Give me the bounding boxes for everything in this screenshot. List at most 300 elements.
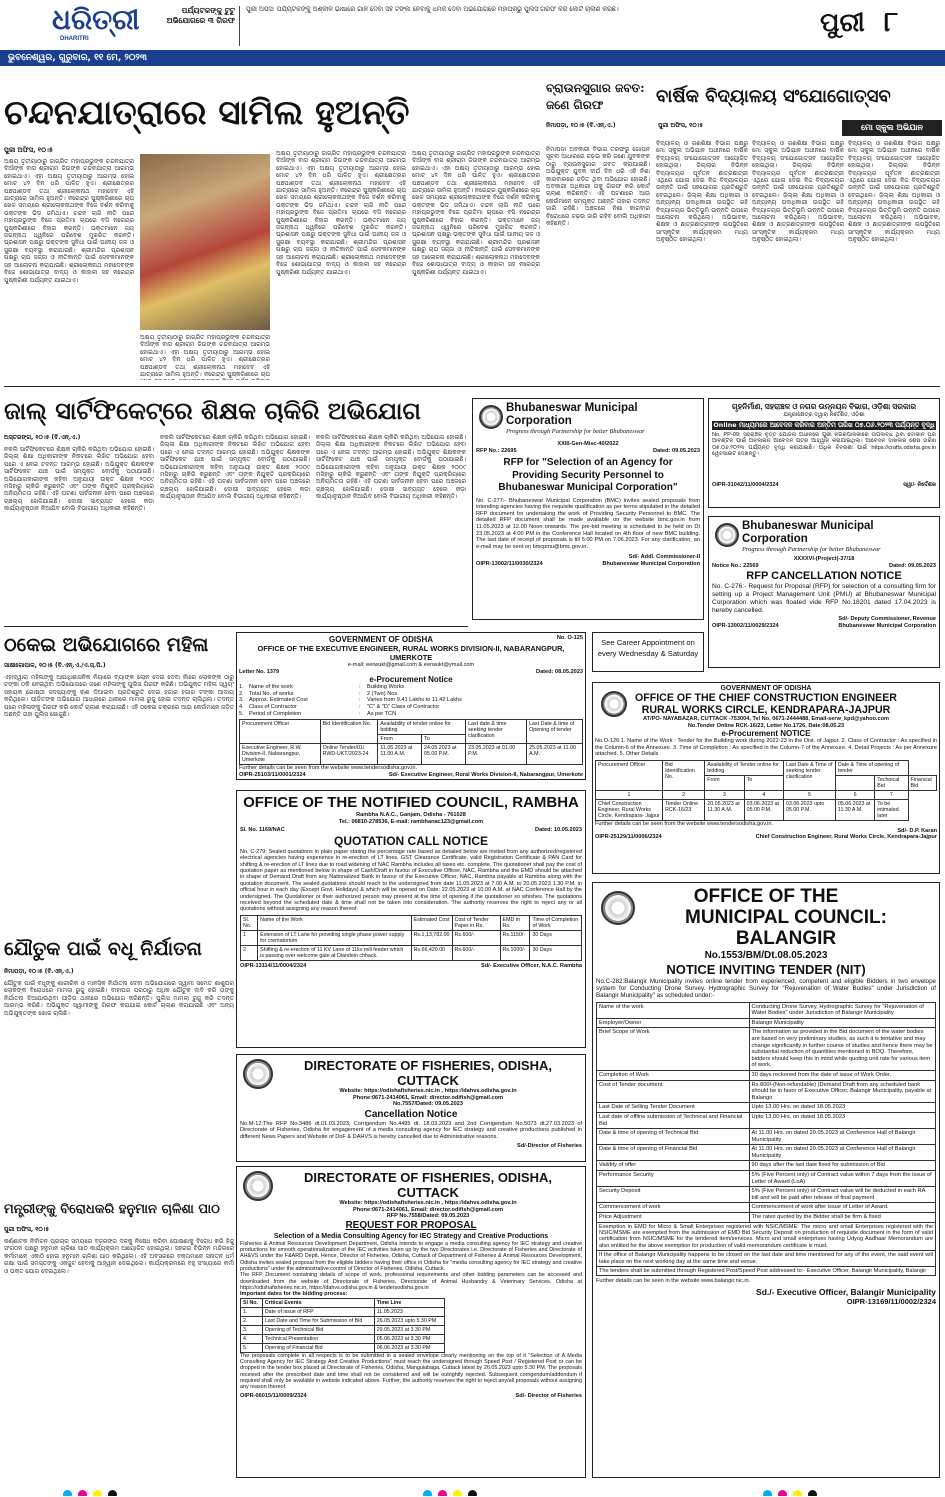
- balangir-ad: [592, 882, 940, 1478]
- rambha-table-row: [241, 945, 582, 960]
- rw-detail-cell: "C" & "D" Class of Contractor: [367, 703, 440, 710]
- fish2-sub: Selection of a Media Consulting Agency for IEC Strategy and Creative Productions: [273, 1232, 549, 1240]
- rambha-oipr: OIPR-13114/11/0004/2324: [240, 962, 307, 969]
- bal-no: No.1553/BM/Dt.08.05.2023: [704, 950, 828, 961]
- bmc-cancel-sign2: Bhubaneswar Municipal Corporation: [838, 622, 936, 629]
- rambha-table-header: Time of Completion of Work: [530, 915, 582, 930]
- rambha-table-cell: Rs.600/-: [452, 930, 500, 945]
- rw-top: [239, 635, 583, 644]
- bmc-cancel-row: [712, 563, 936, 570]
- rw-detail-cell: :: [359, 684, 361, 691]
- fish2-table-cell: 4.: [241, 1334, 263, 1343]
- school-tag: ମୋ ସ୍କୁଲ ଅଭିଯାନ: [842, 120, 942, 136]
- logo-sub: DHARITRI: [60, 36, 89, 42]
- ce-table-header: Bid Identification No.: [663, 760, 705, 790]
- bal-table-row: [597, 1129, 936, 1145]
- fish2-table-row: [241, 1307, 445, 1316]
- rw-detail-row: [239, 684, 583, 691]
- rambha-dated: Dated: 10.05.2023: [535, 827, 582, 834]
- fish2-body2: The RFP Document containing details of scope of work, professional requirements and other bidding parameters can be accessed and downloaded from the website of Directorate of Fisheries, Directorate of Animal Husbandry & Veterinary Services, Odisha at https://odishafisheries.nic.in, https://dahvs.odisha.gov.in & tendersodisha.gov.in: [240, 1272, 582, 1291]
- rw-table-header: Procurement Officer: [240, 720, 321, 744]
- bal-value-cell: Commencement of work after issue of Letter of Award.: [749, 1203, 935, 1213]
- ce-table-subheader: Financial Bid: [908, 775, 936, 790]
- rw-detail-row: [239, 691, 583, 698]
- bal-label-cell: Last Date of Selling Tender Document: [597, 1103, 750, 1113]
- dowry-body: ଯୌତୁକ ପାଇଁ ବଧୂଙ୍କୁ ଶାରୀରିକ ଓ ମାନସିକ ନିର୍ଯାତନା ଦେବା ଅଭିଯୋଗରେ ସ୍ୱାମୀ ସମେତ ଶାଶୁଘର ଲୋକଙ୍କ ବିରୋଧରେ ମାମଲା ରୁଜୁ ହୋଇଛି। ବାହାଘର ପରଠାରୁ ଅଧିକ ଯୌତୁକ ଦାବି କରି ତାଙ୍କୁ ନିର୍ଯାତନା ଦିଆଯାଉଥିବା ପୀଡ଼ିତା ଥାନାରେ ଅଭିଯୋଗ କରିଛନ୍ତି। ପୁଲିସ ମାମଲା ରୁଜୁ କରି ତଦନ୍ତ ଆରମ୍ଭ କରିଛି। ଅଭିଯୁକ୍ତ ସ୍ୱାମୀଙ୍କୁ ଗିରଫ କରାଯାଇ କୋର୍ଟ ଚାଲାଣ କରାଯାଇଛି ଏବଂ ଅନ୍ୟ ଅଭିଯୁକ୍ତଙ୍କ ଖୋଜ ଚାଲିଛି।: [4, 980, 234, 1017]
- ce-table-colnum: 4: [744, 790, 783, 799]
- bal-intro: No.C-282:Balangir Municipality invites online tender from experienced, competent and eligible Bidders in two envelope system for Conducting Drone Survey. Hydrographic Survey for "Rejuvenation of Water Bodies" under Jurisdiction of Balangir Municipality" as scheduled under:-: [596, 978, 936, 1000]
- chief-engineer-ad: [592, 682, 940, 874]
- bmc-security-ad: [472, 398, 704, 620]
- fisheries-rfp-logo-icon: [243, 1171, 273, 1201]
- ce-title2: RURAL WORKS CIRCLE, KENDRAPARA-JAJPUR: [641, 704, 891, 716]
- fish2-table-cell: 05.06.2023 at 3.30 PM: [374, 1334, 444, 1343]
- bal-label-cell: Date & time of opening of Financial Bid: [597, 1145, 750, 1161]
- newspaper-logo: [52, 4, 142, 44]
- balangir-logo-icon: [601, 891, 635, 925]
- bal-value-cell: Upto 13.00 Hrs. on dated 18.05.2023: [749, 1112, 935, 1128]
- registration-swatch: [468, 1490, 477, 1496]
- bal-footer: Further details can be seen in the website www.balangir.nic.in.: [596, 1278, 751, 1285]
- school-dateline: ପୁରୀ ଅଫିସ, ୧୦।୫: [658, 122, 704, 129]
- school-col-1: ବିଦ୍ୟାଳୟ ଓ ଗଣଶିକ୍ଷା ବିଭାଗ ପକ୍ଷରୁ ମୋ ସ୍କୁଲ ଅଭିଯାନ ଅଧୀନରେ ବାର୍ଷିକ ବିଦ୍ୟାଳୟ ସଂଯୋଗୋତ୍ସବ ଆୟୋଜିତ ହୋଇଥିଲା। ଜିଲ୍ଲାର ବିଭିନ୍ନ ବିଦ୍ୟାଳୟର ପୂର୍ବତନ ଛାତ୍ରଛାତ୍ରୀ ଏଥିରେ ଯୋଗ ଦେଇ ନିଜ ବିଦ୍ୟାଳୟର ଉନ୍ନତି ପାଇଁ ସହଯୋଗର ପ୍ରତିଶ୍ରୁତି ଦେଇଥିଲେ। ଜିଲ୍ଲା ଶିକ୍ଷା ଅଧିକାରୀ ଓ ଅନ୍ୟାନ୍ୟ ପଦାଧିକାରୀ ଉପସ୍ଥିତ ରହି ବିଦ୍ୟାଳୟର ଭିତ୍ତିଭୂମି ଉନ୍ନତି ଉପରେ ଆଲୋଚନା କରିଥିଲେ। ଅଭିଭାବକ, ଶିକ୍ଷକ ଓ ଛାତ୍ରଛାତ୍ରୀଙ୍କ ଉପସ୍ଥିତିରେ ସାଂସ୍କୃତିକ କାର୍ଯ୍ୟକ୍ରମ ମଧ୍ୟ ଅନୁଷ୍ଠିତ ହୋଇଥିଲା।: [656, 140, 748, 244]
- bmc-sign2: Bhubaneswar Municipal Corporation: [602, 561, 700, 568]
- fakecert-dateline: ଅସ୍ତରଙ୍ଗ, ୧୦।୫ (ବି.ଏନ୍.ଏ.): [4, 434, 81, 441]
- bal-table-row: [597, 1112, 936, 1128]
- fish2-sign-row: [240, 1393, 582, 1400]
- date-line: ଭୁବନେଶ୍ୱର, ଗୁରୁବାର, ୧୧ ମେ, ୨୦୨୩: [8, 53, 147, 63]
- rambha-table-cell: Rs.1150/-: [500, 930, 530, 945]
- bal-table-row: [597, 1187, 936, 1203]
- rambha-title: OFFICE OF THE NOTIFIED COUNCIL, RAMBHA: [243, 794, 579, 811]
- bmc-cancel-body: No. C-276:- Request for Proposal (RFP) for selection of a consulting firm for setting up a Project Management Unit (PMU) at Bhubaneswar Municipal Corporation which was floated vide RFP No.18201 dated 17.04.2023 is hereby cancelled.: [712, 583, 936, 614]
- registration-swatch: [453, 1490, 462, 1496]
- rambha-table-header: Sl. No.: [241, 915, 258, 930]
- rambha-address: Rambha N.A.C., Ganjam, Odisha - 761028: [356, 812, 466, 818]
- registration-swatch: [93, 1490, 102, 1496]
- ce-table-cell: 03.06.2023 at 05.00 P.M.: [744, 799, 783, 820]
- registration-swatch: [438, 1490, 447, 1496]
- bmc-sign-row: [476, 561, 700, 568]
- registration-swatch: [63, 1490, 72, 1496]
- ce-table-cell: Chief Construction Engineer, Rural Works Circle, Kendrapara- Jajpur: [596, 799, 663, 820]
- bal-msme: Exemption in EMD for Micro & Small Enterprises registered with NSIC/MSME: The micro and small Enterprises registered with the NSIC/MSME are exempted from the submission of EMD Bid Security Deposit on production of requisite document in the form of valid certification from NSIC/MSME for the tendered item/services. Micro and small enterprises having Udyog Aadhaar Memorandum are also entitled for the above exemption for production of valid memorandum certificate is must.: [596, 1223, 936, 1252]
- fish2-dates-title: Important dates for the bidding process:: [240, 1291, 348, 1298]
- ce-table-colnum: 2: [663, 790, 705, 799]
- fish2-table-row: [241, 1316, 445, 1325]
- fish2-table-cell: 26.05.2023 upto 5.30 PM: [374, 1316, 444, 1325]
- fakecert-headline: ଜାଲ୍ ସାର୍ଟିଫିକେଟ୍‌ରେ ଶିକ୍ଷକ ଚାକିରି ଅଭିଯୋଗ: [4, 396, 421, 425]
- rw-detail-cell: 2.: [239, 690, 244, 697]
- career-text: See Career Appointment on every Wednesday & Saturday: [597, 638, 699, 658]
- rw-table: [239, 719, 583, 765]
- bmc-cancel-org: Bhubaneswar Municipal Corporation: [742, 520, 874, 545]
- ce-table-colnum: 7: [875, 790, 908, 799]
- rw-table-header: Availability of tender online for bidding: [378, 720, 466, 735]
- rw-detail-cell: :: [359, 710, 361, 717]
- rw-detail-cell: Class of Contractor: [249, 703, 297, 710]
- bal-table: [596, 1002, 936, 1223]
- bal-table-row: [597, 1203, 936, 1213]
- fakecert-col-2: ନକଲି ସାର୍ଟିଫିକେଟରେ ଶିକ୍ଷକ ଚାକିରି କରିଥିବା ଅଭିଯୋଗ ହୋଇଛି। ଜିଲ୍ଲା ଶିକ୍ଷା ଅଧିକାରୀଙ୍କ ନିକଟରେ ଲିଖିତ ଅଭିଯୋଗ ହେବା ପରେ ଏ ନେଇ ତଦନ୍ତ ଆରମ୍ଭ ହୋଇଛି। ଅଭିଯୁକ୍ତ ଶିକ୍ଷକଙ୍କ ସାର୍ଟିଫିକେଟ ଯାଞ୍ଚ ପାଇଁ ସମ୍ପୃକ୍ତ ବୋର୍ଡକୁ ପଠାଯାଇଛି। ଅଭିଯୋଗକାରୀଙ୍କ କହିବା ଅନୁଯାୟୀ ଉକ୍ତ ଶିକ୍ଷକ ୨୦୦୯ ମସିହାରୁ ଚାକିରି କରୁଛନ୍ତି ଏବଂ ତାଙ୍କ ନିଯୁକ୍ତି ପ୍ରକ୍ରିୟାରେ ଅନିୟମିତତା ରହିଛି। ଏହି ଘଟଣା ସାର୍ବଜନୀନ ହେବା ପରେ ଅଞ୍ଚଳରେ ଚାଞ୍ଚଲ୍ୟ ଖେଳିଯାଇଛି। ଦୋଷୀ ସାବ୍ୟସ୍ତ ହେଲେ କଡ଼ା କାର୍ଯ୍ୟାନୁଷ୍ଠାନ ନିଆଯିବ ବୋଲି ବିଭାଗୀୟ ଅଧିକାରୀ କହିଛନ୍ତି।: [160, 434, 310, 501]
- ce-table-colnum: 3: [705, 790, 744, 799]
- bal-label-cell: Brief Scope of Work: [597, 1028, 750, 1071]
- bal-value-cell: The rates quoted by the Bidder shall be firm & fixed: [749, 1213, 935, 1223]
- rw-detail-cell: Varies from 9.41 Lakhs to 11.42 Lakhs: [367, 697, 462, 704]
- fish1-web: Website: https://odishafisheries.nic.in , https://dahvs.odisha.gov.in: [339, 1088, 517, 1094]
- school-col-2: ବିଦ୍ୟାଳୟ ଓ ଗଣଶିକ୍ଷା ବିଭାଗ ପକ୍ଷରୁ ମୋ ସ୍କୁଲ ଅଭିଯାନ ଅଧୀନରେ ବାର୍ଷିକ ବିଦ୍ୟାଳୟ ସଂଯୋଗୋତ୍ସବ ଆୟୋଜିତ ହୋଇଥିଲା। ଜିଲ୍ଲାର ବିଭିନ୍ନ ବିଦ୍ୟାଳୟର ପୂର୍ବତନ ଛାତ୍ରଛାତ୍ରୀ ଏଥିରେ ଯୋଗ ଦେଇ ନିଜ ବିଦ୍ୟାଳୟର ଉନ୍ନତି ପାଇଁ ସହଯୋଗର ପ୍ରତିଶ୍ରୁତି ଦେଇଥିଲେ। ଜିଲ୍ଲା ଶିକ୍ଷା ଅଧିକାରୀ ଓ ଅନ୍ୟାନ୍ୟ ପଦାଧିକାରୀ ଉପସ୍ଥିତ ରହି ବିଦ୍ୟାଳୟର ଭିତ୍ତିଭୂମି ଉନ୍ନତି ଉପରେ ଆଲୋଚନା କରିଥିଲେ। ଅଭିଭାବକ, ଶିକ୍ଷକ ଓ ଛାତ୍ରଛାତ୍ରୀଙ୍କ ଉପସ୍ଥିତିରେ ସାଂସ୍କୃତିକ କାର୍ଯ୍ୟକ୍ରମ ମଧ୍ୟ ଅନୁଷ୍ଠିତ ହୋଇଥିଲା।: [752, 140, 844, 244]
- bal-title2: MUNICIPAL COUNCIL: BALANGIR: [685, 907, 887, 949]
- bal-oipr: OIPR-13169/11/0002/2324: [846, 1297, 936, 1307]
- rw-detail-cell: 3.: [239, 697, 244, 704]
- ce-body: No.O-126:1. Name of the Work : Tender for the Building work during 2022-23 in the Dist. of Jajpur. 2. Class of Contractor : As specified in the Column-6 of the Annexure. 3. Time of Completion : As specified in the Column-7 of the Annexure. 4. Detail Projects : As per Annexure attached. 5. Other Details: [595, 738, 937, 758]
- bal-value-cell: Upto 13.00 Hrs. on dated 18.05.2023: [749, 1103, 935, 1113]
- rambha-table-cell: Rs.1,13,782.00: [411, 930, 452, 945]
- brownsugar-dateline: ନିମାପଡ଼ା, ୧୦।୫ (ବି.ଏନ୍.ଏ.): [546, 122, 616, 129]
- bal-value-cell: Balangir Municipality: [749, 1018, 935, 1028]
- ce-nos: No.Tender Online RCK-16/23, Letter No.1726, Date:08.05.23: [687, 722, 845, 729]
- bal-label-cell: Name of the work: [597, 1002, 750, 1018]
- ce-table-header: Last Date & Time of seeking tender clarification: [783, 760, 835, 790]
- fakecert-col-3: ନକଲି ସାର୍ଟିଫିକେଟରେ ଶିକ୍ଷକ ଚାକିରି କରିଥିବା ଅଭିଯୋଗ ହୋଇଛି। ଜିଲ୍ଲା ଶିକ୍ଷା ଅଧିକାରୀଙ୍କ ନିକଟରେ ଲିଖିତ ଅଭିଯୋଗ ହେବା ପରେ ଏ ନେଇ ତଦନ୍ତ ଆରମ୍ଭ ହୋଇଛି। ଅଭିଯୁକ୍ତ ଶିକ୍ଷକଙ୍କ ସାର୍ଟିଫିକେଟ ଯାଞ୍ଚ ପାଇଁ ସମ୍ପୃକ୍ତ ବୋର୍ଡକୁ ପଠାଯାଇଛି। ଅଭିଯୋଗକାରୀଙ୍କ କହିବା ଅନୁଯାୟୀ ଉକ୍ତ ଶିକ୍ଷକ ୨୦୦୯ ମସିହାରୁ ଚାକିରି କରୁଛନ୍ତି ଏବଂ ତାଙ୍କ ନିଯୁକ୍ତି ପ୍ରକ୍ରିୟାରେ ଅନିୟମିତତା ରହିଛି। ଏହି ଘଟଣା ସାର୍ବଜନୀନ ହେବା ପରେ ଅଞ୍ଚଳରେ ଚାଞ୍ଚଲ୍ୟ ଖେଳିଯାଇଛି। ଦୋଷୀ ସାବ୍ୟସ୍ତ ହେଲେ କଡ଼ା କାର୍ଯ୍ୟାନୁଷ୍ଠାନ ନିଆଯିବ ବୋଲି ବିଭାଗୀୟ ଅଧିକାରୀ କହିଛନ୍ତି।: [316, 434, 466, 501]
- bal-value-cell: Conducting Drone Survey, Hydrographic Survey for "Rejuvenation of Water Bodies" under Jurisdiction of Balangir Municipality: [749, 1002, 935, 1018]
- fish2-oipr: OIPR-06015/11/0009/2324: [240, 1392, 307, 1399]
- rw-detail-row: [239, 697, 583, 704]
- fish2-table-header: Sl No.: [241, 1298, 263, 1307]
- housing-sign: ସ୍ୱା/- ନିର୍ଦ୍ଦେଶକ: [903, 481, 936, 488]
- fish1-body: No.M-12:The RFP No.3486 dt.01.03.2023, Corrigendum No.4495 dt. 18.03.2023 and 2nd Corrigendum No.5073 dt.27.03.2023 of Directorate of Fisheries, Odisha for engagement of a media consulting agency for IEC strategy and creative productions published in different News Papers and Website of DoF & DAHVS is hereby cancelled due to Administrative reasons.: [240, 1120, 582, 1140]
- rw-table-header: Bid Identification No.: [320, 720, 378, 744]
- rw-detail-cell: 2 (Two) Nos.: [367, 690, 399, 697]
- rw-letter: Letter No. 1379: [239, 668, 280, 675]
- rambha-table-cell: 30 Days: [530, 930, 582, 945]
- promo-box: [162, 6, 240, 46]
- bal-heading: NOTICE INVITING TENDER (NIT): [666, 962, 866, 977]
- fish2-table-cell: 2.: [241, 1316, 263, 1325]
- rw-detail-row: [239, 711, 583, 718]
- registration-swatch: [793, 1490, 802, 1496]
- fish2-no: RFP No.7558/Dated: 09.05.2023: [386, 1213, 470, 1220]
- bmc-tagline: Progress through Partnership for better Bhubaneswar: [506, 428, 645, 435]
- fish2-table-cell: 06.06.2023 at 3.30 PM: [374, 1343, 444, 1352]
- rambha-table-cell: Rs.600/-: [452, 945, 500, 960]
- rw-details: [239, 684, 583, 717]
- print-swatches-mid: [420, 1484, 560, 1496]
- dowry-dateline: ନିମାପଡ଼ା, ୧୦।୫ (ବି.ଏନ୍.ଏ.): [4, 968, 74, 975]
- fish2-table: [240, 1298, 445, 1353]
- registration-swatch: [808, 1490, 817, 1496]
- lead-col-2: ଅକ୍ଷୟ ତୃତୀୟାଠାରୁ ଜାଗ୍ରିତ ମହାପ୍ରଭୁଙ୍କ ଚନ୍ଦନଯାତ୍ରା ଦିଆଁଙ୍କ ବାସ ଶ୍ରୀରାମ ଜିଉଙ୍କ ଚନ୍ଦନଯାତ୍ରା ଆରମ୍ଭ ହୋଇଥାଏ। ଏହା ଅକ୍ଷୟ ତୃତୀୟାଠାରୁ ଆରମ୍ଭ ହୋଇ ମୋଟ ୪୨ ଦିନ ଧରି ପାଳିତ ହୁଏ। ଶ୍ରୀକ୍ଷେତ୍ରର ପଞ୍ଚପାଣ୍ଡବ ତଥା ଶ୍ରୀଲୋକନାଥ ମହାଦେବ ଏହି ଯାତ୍ରାରେ ସାମିଲ ହୁଅନ୍ତି। ନରେନ୍ଦ୍ର ପୁଷ୍କରିଣୀରେ ଚାପ: [140, 334, 270, 379]
- ce-table-spacer: [835, 775, 874, 790]
- fish2-table-header: Critical Events: [262, 1298, 374, 1307]
- bal-value-cell: 5% (Five Percent only) of Contract value within 7 days from the issue of Letter of Award (LoA): [749, 1171, 935, 1187]
- rambha-heading: QUOTATION CALL NOTICE: [334, 833, 488, 848]
- section-label: [820, 4, 940, 44]
- bal-table-row: [597, 1080, 936, 1103]
- registration-swatch: [778, 1490, 787, 1496]
- fakecert-col-1: ନକଲି ସାର୍ଟିଫିକେଟରେ ଶିକ୍ଷକ ଚାକିରି କରିଥିବା ଅଭିଯୋଗ ହୋଇଛି। ଜିଲ୍ଲା ଶିକ୍ଷା ଅଧିକାରୀଙ୍କ ନିକଟରେ ଲିଖିତ ଅଭିଯୋଗ ହେବା ପରେ ଏ ନେଇ ତଦନ୍ତ ଆରମ୍ଭ ହୋଇଛି। ଅଭିଯୁକ୍ତ ଶିକ୍ଷକଙ୍କ ସାର୍ଟିଫିକେଟ ଯାଞ୍ଚ ପାଇଁ ସମ୍ପୃକ୍ତ ବୋର୍ଡକୁ ପଠାଯାଇଛି। ଅଭିଯୋଗକାରୀଙ୍କ କହିବା ଅନୁଯାୟୀ ଉକ୍ତ ଶିକ୍ଷକ ୨୦୦୯ ମସିହାରୁ ଚାକିରି କରୁଛନ୍ତି ଏବଂ ତାଙ୍କ ନିଯୁକ୍ତି ପ୍ରକ୍ରିୟାରେ ଅନିୟମିତତା ରହିଛି। ଏହି ଘଟଣା ସାର୍ବଜନୀନ ହେବା ପରେ ଅଞ୍ଚଳରେ ଚାଞ୍ଚଲ୍ୟ ଖେଳିଯାଇଛି। ଦୋଷୀ ସାବ୍ୟସ୍ତ ହେଲେ କଡ଼ା କାର୍ଯ୍ୟାନୁଷ୍ଠାନ ନିଆଯିବ ବୋଲି ବିଭାଗୀୟ ଅଧିକାରୀ କହିଛନ୍ତି।: [4, 446, 154, 513]
- rambha-table-cell: Rs.1000/-: [500, 945, 530, 960]
- ce-table-cell: Tender Online RCK-16/23: [663, 799, 705, 820]
- ce-sign: Sd/- D.P. Karan: [897, 827, 937, 834]
- fish2-table-cell: 3.: [241, 1325, 263, 1334]
- fish2-sign: Sd/- Director of Fisheries: [515, 1392, 582, 1399]
- ce-table-cell: To be intimated later: [875, 799, 908, 820]
- ce-table-cell: 05.06.2023 at 11.30 A.M.: [835, 799, 874, 820]
- masthead: [0, 0, 945, 70]
- career-box: [592, 632, 704, 672]
- registration-swatch: [108, 1490, 117, 1496]
- rambha-table-header: Name of the Work: [258, 915, 411, 930]
- bmc-cancel-sign: Sd/- Deputy Commissioner, Revenue: [838, 616, 936, 623]
- fish2-phone: Phone:0671-2414061, Email: director.odifish@gmail.com: [352, 1206, 503, 1213]
- lead-col-3: ଅକ୍ଷୟ ତୃତୀୟାଠାରୁ ଜାଗ୍ରିତ ମହାପ୍ରଭୁଙ୍କ ଚନ୍ଦନଯାତ୍ରା ଦିଆଁଙ୍କ ବାସ ଶ୍ରୀରାମ ଜିଉଙ୍କ ଚନ୍ଦନଯାତ୍ରା ଆରମ୍ଭ ହୋଇଥାଏ। ଏହା ଅକ୍ଷୟ ତୃତୀୟାଠାରୁ ଆରମ୍ଭ ହୋଇ ମୋଟ ୪୨ ଦିନ ଧରି ପାଳିତ ହୁଏ। ଶ୍ରୀକ୍ଷେତ୍ରର ପଞ୍ଚପାଣ୍ଡବ ତଥା ଶ୍ରୀଲୋକନାଥ ମହାଦେବ ଏହି ଯାତ୍ରାରେ ସାମିଲ ହୁଅନ୍ତି। ନରେନ୍ଦ୍ର ପୁଷ୍କରିଣୀରେ ଚାପ ଖେଳ ସମୟରେ ଶ୍ରୀଲୋକନାଥଙ୍କ ବିଜେ ଦର୍ଶନ କରିବାକୁ ଭକ୍ତଙ୍କ ଭିଡ଼ ଜମିଥାଏ। ଚନ୍ଦନ ଲାଗି ନୀତି ପରେ ମହାପ୍ରଭୁଙ୍କ ବିଜେ ପ୍ରତିମା ଚାପରେ ବସି ନରେନ୍ଦ୍ର ପୁଷ୍କରିଣୀରେ ବିହାର କରନ୍ତି। ଭକ୍ତମାନେ ଜୟ ଜଗନ୍ନାଥ ଧ୍ୱନିରେ ପରିବେଶ ମୁଖରିତ କରନ୍ତି। ପ୍ରଶାସନ ପକ୍ଷରୁ ଭକ୍ତଙ୍କ ସୁବିଧା ପାଇଁ ପାନୀୟ ଜଳ ଓ ସୁରକ୍ଷା ବ୍ୟବସ୍ଥା କରାଯାଇଛି। ଶ୍ରୀମନ୍ଦିର ପ୍ରଶାସନ ପକ୍ଷରୁ ଚାପ ସଜ୍ଜା ଓ ନୀତିକାନ୍ତି ପାଇଁ ସେବକମାନଙ୍କ ସହ ଆଲୋଚନା କରାଯାଇଛି। ଶ୍ରୀଲୋକନାଥ ମହାଦେବଙ୍କ ବିଜେ ଶୋଭାଯାତ୍ରା ବାଦ୍ୟ ଓ କାହାଳୀ ସହ ନରେନ୍ଦ୍ର ପୁଷ୍କରିଣୀ ପର୍ଯ୍ୟନ୍ତ ଯାଇଥାଏ।: [276, 150, 406, 276]
- rw-sign: Sd/- Executive Engineer, Rural Works Division-II, Nabarangpur, Umerkote: [388, 771, 583, 778]
- rw-gov: GOVERNMENT OF ODISHA: [329, 635, 434, 644]
- bal-table-row: [597, 1161, 936, 1171]
- school-col-3: ବିଦ୍ୟାଳୟ ଓ ଗଣଶିକ୍ଷା ବିଭାଗ ପକ୍ଷରୁ ମୋ ସ୍କୁଲ ଅଭିଯାନ ଅଧୀନରେ ବାର୍ଷିକ ବିଦ୍ୟାଳୟ ସଂଯୋଗୋତ୍ସବ ଆୟୋଜିତ ହୋଇଥିଲା। ଜିଲ୍ଲାର ବିଭିନ୍ନ ବିଦ୍ୟାଳୟର ପୂର୍ବତନ ଛାତ୍ରଛାତ୍ରୀ ଏଥିରେ ଯୋଗ ଦେଇ ନିଜ ବିଦ୍ୟାଳୟର ଉନ୍ନତି ପାଇଁ ସହଯୋଗର ପ୍ରତିଶ୍ରୁତି ଦେଇଥିଲେ। ଜିଲ୍ଲା ଶିକ୍ଷା ଅଧିକାରୀ ଓ ଅନ୍ୟାନ୍ୟ ପଦାଧିକାରୀ ଉପସ୍ଥିତ ରହି ବିଦ୍ୟାଳୟର ଭିତ୍ତିଭୂମି ଉନ୍ନତି ଉପରେ ଆଲୋଚନା କରିଥିଲେ। ଅଭିଭାବକ, ଶିକ୍ଷକ ଓ ଛାତ୍ରଛାତ୍ରୀଙ୍କ ଉପସ୍ଥିତିରେ ସାଂସ୍କୃତିକ କାର୍ଯ୍ୟକ୍ରମ ମଧ୍ୟ ଅନୁଷ୍ଠିତ ହୋଇଥିଲା।: [848, 140, 940, 244]
- housing-footer: [712, 482, 936, 489]
- ce-gov: GOVERNMENT OF ODISHA: [720, 685, 812, 692]
- bmc-dated: Dated: 09.05.2023: [653, 447, 700, 454]
- ce-table-header: Availability of Tender online for bidding: [705, 760, 784, 775]
- rambha-contact: Tel.: 06810-278536, E-mail: rambhanac123@gmail.com: [338, 818, 484, 825]
- ce-table: [595, 760, 937, 821]
- bal-label-cell: Performance Security: [597, 1171, 750, 1187]
- bal-value-cell: At 11.00 Hrs. on dated 20.05.2023 at Conference Hall of Balangir Municipality: [749, 1145, 935, 1161]
- bal-title1: OFFICE OF THE: [693, 886, 839, 907]
- rw-detail-cell: :: [359, 690, 361, 697]
- top-brief: ପୁରୀ ଅପିସ: ପର୍ଯ୍ୟଟକଙ୍କୁ ଅଶ୍ଳୀଳ ଭାଷାରେ ଗାଳି ଦେବା ସହ ଟଙ୍କା ନେବାକୁ ଧମକ ଦେବା ଅଭିଯୋଗରେ ମହାପ୍ରଭୁ ପୁଲିସ ଗିରଫ କରି କୋର୍ଟ ଚାଲାଣ କରିଛି।: [246, 6, 619, 13]
- woman-body: ଏହାଦ୍ୱାରା ମହିଳାଙ୍କୁ ଆପାଧିଶାସନିକ ନିୟାରେ ବ୍ୟାଙ୍କ ଲୋନ ଦେଇ ଦେବା ନାଁରେ ଲୋକଙ୍କ ଠାରୁ ଟଙ୍କା ଠକି ନେଇଥିବା ଅଭିଯୋଗରେ ଜଣେ ମହିଳାଙ୍କୁ ପୁଲିସ ଗିରଫ କରିଛି। ଅଭିଯୁକ୍ତ ମହିଳା ସ୍ୱୟଂ ସହାୟକ ଗୋଷ୍ଠୀ ସଦସ୍ୟାଙ୍କୁ ଋଣ ଦିଆଇବା ପ୍ରତିଶ୍ରୁତି ଦେଇ ହଜାର ହଜାର ଟଙ୍କା ଆଦାୟ କରିଥିଲେ। ପୀଡ଼ିତଙ୍କ ଅଭିଯୋଗ ଆଧାରରେ ଥାନାରେ ମାମଲା ରୁଜୁ ହୋଇ ତଦନ୍ତ ଚାଲିଥିଲା। ତଦନ୍ତ ପରେ ମହିଳାଙ୍କୁ ଗିରଫ କରି କୋର୍ଟ ଚାଲାଣ କରାଯାଇଛି। ଏହି ଠକେଇ ଚକ୍ରରେ ଆଉ କେଉଁମାନେ ଜଡ଼ିତ ଅଛନ୍ତି ତାହା ପୁଲିସ ଖୋଜୁଛି।: [4, 674, 234, 719]
- rambha-table-header: Cost of Tender Paper in Rs.: [452, 915, 500, 930]
- rw-table-cell: Executive Engineer, R.W. Division-II, Nabarangpur, Umerkote: [240, 744, 321, 765]
- rw-sign-row: [239, 772, 583, 779]
- bmc-rfp-title: RFP for "Selection of an Agency for Providing Security Personnel to Bhubaneswar Municipal Corporation": [498, 457, 678, 494]
- ce-table-cell: 20.05.2023 at 11.30 A.M.: [705, 799, 744, 820]
- rw-table-subheader: From: [378, 735, 422, 744]
- rw-section: e-Procurement Notice: [369, 675, 453, 685]
- bmc-cancel-logo-icon: [715, 523, 739, 547]
- bal-table-row: [597, 1028, 936, 1071]
- housing-oipr: OIPR-31042/11/0004/2324: [712, 481, 779, 488]
- rw-detail-cell: Period of Completion: [249, 710, 302, 717]
- housing-ad: [708, 398, 940, 508]
- promo-text: ପର୍ଯ୍ୟଟକଙ୍କୁ ଟୁଟୁ ଅଭିଯୋଗରେ ୩ ଗିରଫ: [166, 6, 235, 25]
- bal-label-cell: Security Deposit: [597, 1187, 750, 1203]
- bmc-sign: Sd/- Addl. Commissioner-II: [628, 554, 700, 561]
- bal-holiday: If the office of Balangir Municipality happens to be closed on the last date and time mentioned for any of the event, the said event will take place on the next working day at the same time and venue.: [596, 1251, 936, 1267]
- fisheries-cancel-ad: [236, 1054, 586, 1162]
- rambha-sign: Sd/- Executive Officer, N.A.C. Rambha: [480, 962, 582, 969]
- registration-swatch: [763, 1490, 772, 1496]
- fish2-heading: REQUEST FOR PROPOSAL: [345, 1219, 477, 1231]
- fish1-phone: Phone:0671-2414061, Email: director.odifish@gmail.com: [352, 1094, 503, 1101]
- fish2-table-row: [241, 1343, 445, 1352]
- housing-sub: ଯନ୍ତ୍ରୀକ୍ଷେତ୍ର ଦ୍ୱାରା ନିର୍ଦ୍ଦେଶିତ, ଓଡ଼ିଶା: [783, 412, 865, 418]
- ce-sign-row: [595, 834, 937, 841]
- bmc-cancel-sign-row: [712, 623, 936, 630]
- rambha-table-cell: 30 Days: [530, 945, 582, 960]
- ce-title1: OFFICE OF THE CHIEF CONSTRUCTION ENGINEER: [635, 692, 897, 704]
- bal-sign: Sd./- Executive Officer, Balangir Municipality: [756, 1287, 936, 1298]
- ce-table-cell: 03.06.2023 upto 05.00 P.M.: [783, 799, 835, 820]
- fish2-web: Website: https://odishafisheries.nic.in , https://dahvs.odisha.gov.in: [339, 1200, 517, 1206]
- rw-detail-cell: 1.: [239, 684, 244, 691]
- rambha-slno: Sl. No. 1169/NAC: [240, 827, 285, 834]
- bmc-ref: XXIII-Gen-Misc-40/2022: [557, 441, 619, 447]
- rw-detail-cell: :: [359, 697, 361, 704]
- bal-table-row: [597, 1171, 936, 1187]
- lead-dateline: ପୁରୀ ଅଫିସ, ୧୦।୫: [4, 146, 53, 154]
- ce-table-colnum: 1: [596, 790, 663, 799]
- bmc-cancel-tagline: Progress through Partnership for better Bhubaneswar: [742, 546, 881, 553]
- ce-table-subheader: Technical Bid: [875, 775, 908, 790]
- bal-value-cell: At 11.00 Hrs. on dated 20.05.2023 at Conference Hall of Balangir Municipality: [749, 1129, 935, 1145]
- housing-banner: Online ମାଧ୍ୟମରେ ଆବେଦନ କରିବାର ଅନ୍ତିମ ତାରିଖ ୦୭.୦୬.୨୦୨୩ ପର୍ଯ୍ୟନ୍ତ ବୃଦ୍ଧି: [713, 420, 935, 429]
- ce-table-subheader: To: [744, 775, 783, 790]
- bal-value-cell: 90 days after the last date fixed for submission of Bid: [749, 1161, 935, 1171]
- fisheries-rfp-ad: [236, 1166, 586, 1478]
- lead-headline: ଚନ୍ଦନଯାତ୍ରାରେ ସାମିଲ ହୁଅନ୍ତି: [4, 93, 410, 133]
- chandan-yatra-photo: [140, 154, 270, 330]
- bmc-rfp-no: RFP No.: 22695: [476, 447, 517, 454]
- dowry-headline: ଯୌତୁକ ପାଇଁ ବଧୂ ନିର୍ଯାତନା: [4, 938, 202, 960]
- rw-table-cell: 23.05.2023 at 01.00 P.M.: [466, 744, 527, 765]
- bmc-body: No. C-277:- Bhubaneswar Municipal Corporation (BMC) invites sealed proposals from intending agencies having the requisite qualification as per terms stipulated in the detailed RFP document for undertaking the work of Providing Security Personnel to BMC. The detailed RFP document shall be made available on the website bmc.gov.in from 11.05.2023 at 12.00 Noon onwards. The pre-bid meeting is scheduled to be held on Dt 23.05.2023 at 4:00 PM in the Conference Hall located on 4th floor of new BMC building. The last date of receipt of proposals is till 5:00 PM on 7.06.2023. For any clarification, an e-mail may be sent on bmcpmu@bmc.gov.in.: [476, 497, 700, 550]
- lead-col-4: ଅକ୍ଷୟ ତୃତୀୟାଠାରୁ ଜାଗ୍ରିତ ମହାପ୍ରଭୁଙ୍କ ଚନ୍ଦନଯାତ୍ରା ଦିଆଁଙ୍କ ବାସ ଶ୍ରୀରାମ ଜିଉଙ୍କ ଚନ୍ଦନଯାତ୍ରା ଆରମ୍ଭ ହୋଇଥାଏ। ଏହା ଅକ୍ଷୟ ତୃତୀୟାଠାରୁ ଆରମ୍ଭ ହୋଇ ମୋଟ ୪୨ ଦିନ ଧରି ପାଳିତ ହୁଏ। ଶ୍ରୀକ୍ଷେତ୍ରର ପଞ୍ଚପାଣ୍ଡବ ତଥା ଶ୍ରୀଲୋକନାଥ ମହାଦେବ ଏହି ଯାତ୍ରାରେ ସାମିଲ ହୁଅନ୍ତି। ନରେନ୍ଦ୍ର ପୁଷ୍କରିଣୀରେ ଚାପ ଖେଳ ସମୟରେ ଶ୍ରୀଲୋକନାଥଙ୍କ ବିଜେ ଦର୍ଶନ କରିବାକୁ ଭକ୍ତଙ୍କ ଭିଡ଼ ଜମିଥାଏ। ଚନ୍ଦନ ଲାଗି ନୀତି ପରେ ମହାପ୍ରଭୁଙ୍କ ବିଜେ ପ୍ରତିମା ଚାପରେ ବସି ନରେନ୍ଦ୍ର ପୁଷ୍କରିଣୀରେ ବିହାର କରନ୍ତି। ଭକ୍ତମାନେ ଜୟ ଜଗନ୍ନାଥ ଧ୍ୱନିରେ ପରିବେଶ ମୁଖରିତ କରନ୍ତି। ପ୍ରଶାସନ ପକ୍ଷରୁ ଭକ୍ତଙ୍କ ସୁବିଧା ପାଇଁ ପାନୀୟ ଜଳ ଓ ସୁରକ୍ଷା ବ୍ୟବସ୍ଥା କରାଯାଇଛି। ଶ୍ରୀମନ୍ଦିର ପ୍ରଶାସନ ପକ୍ଷରୁ ଚାପ ସଜ୍ଜା ଓ ନୀତିକାନ୍ତି ପାଇଁ ସେବକମାନଙ୍କ ସହ ଆଲୋଚନା କରାଯାଇଛି। ଶ୍ରୀଲୋକନାଥ ମହାଦେବଙ୍କ ବିଜେ ଶୋଭାଯାତ୍ରା ବାଦ୍ୟ ଓ କାହାଳୀ ସହ ନରେନ୍ଦ୍ର ପୁଷ୍କରିଣୀ ପର୍ଯ୍ୟନ୍ତ ଯାଇଥାଏ।: [412, 150, 540, 276]
- lead-col-1: ଅକ୍ଷୟ ତୃତୀୟାଠାରୁ ଜାଗ୍ରିତ ମହାପ୍ରଭୁଙ୍କ ଚନ୍ଦନଯାତ୍ରା ଦିଆଁଙ୍କ ବାସ ଶ୍ରୀରାମ ଜିଉଙ୍କ ଚନ୍ଦନଯାତ୍ରା ଆରମ୍ଭ ହୋଇଥାଏ। ଏହା ଅକ୍ଷୟ ତୃତୀୟାଠାରୁ ଆରମ୍ଭ ହୋଇ ମୋଟ ୪୨ ଦିନ ଧରି ପାଳିତ ହୁଏ। ଶ୍ରୀକ୍ଷେତ୍ରର ପଞ୍ଚପାଣ୍ଡବ ତଥା ଶ୍ରୀଲୋକନାଥ ମହାଦେବ ଏହି ଯାତ୍ରାରେ ସାମିଲ ହୁଅନ୍ତି। ନରେନ୍ଦ୍ର ପୁଷ୍କରିଣୀରେ ଚାପ ଖେଳ ସମୟରେ ଶ୍ରୀଲୋକନାଥଙ୍କ ବିଜେ ଦର୍ଶନ କରିବାକୁ ଭକ୍ତଙ୍କ ଭିଡ଼ ଜମିଥାଏ। ଚନ୍ଦନ ଲାଗି ନୀତି ପରେ ମହାପ୍ରଭୁଙ୍କ ବିଜେ ପ୍ରତିମା ଚାପରେ ବସି ନରେନ୍ଦ୍ର ପୁଷ୍କରିଣୀରେ ବିହାର କରନ୍ତି। ଭକ୍ତମାନେ ଜୟ ଜଗନ୍ନାଥ ଧ୍ୱନିରେ ପରିବେଶ ମୁଖରିତ କରନ୍ତି। ପ୍ରଶାସନ ପକ୍ଷରୁ ଭକ୍ତଙ୍କ ସୁବିଧା ପାଇଁ ପାନୀୟ ଜଳ ଓ ସୁରକ୍ଷା ବ୍ୟବସ୍ଥା କରାଯାଇଛି। ଶ୍ରୀମନ୍ଦିର ପ୍ରଶାସନ ପକ୍ଷରୁ ଚାପ ସଜ୍ଜା ଓ ନୀତିକାନ୍ତି ପାଇଁ ସେବକମାନଙ୍କ ସହ ଆଲୋଚନା କରାଯାଇଛି। ଶ୍ରୀଲୋକନାଥ ମହାଦେବଙ୍କ ବିଜେ ଶୋଭାଯାତ୍ରା ବାଦ୍ୟ ଓ କାହାଳୀ ସହ ନରେନ୍ଦ୍ର ପୁଷ୍କରିଣୀ ପର୍ଯ୍ୟନ୍ତ ଯାଇଥାଏ।: [4, 158, 134, 284]
- print-swatches-right: [760, 1484, 900, 1496]
- page-number: ୮: [883, 5, 899, 38]
- bmc-oipr: OIPR-13002/11/0030/2324: [476, 561, 543, 568]
- rw-detail-row: [239, 704, 583, 711]
- woman-dateline: ସାକ୍ଷୀଗୋପାଳ, ୧୦।୫ (ବି.ଏନ୍.ଏ./ଏ.ସ୍.ପି.): [4, 662, 106, 669]
- fish1-sign: Sd/-Director of Fisheries: [517, 1142, 582, 1149]
- ce-footer: Further details can be seen from the website www.tendersodisha.gov.in.: [595, 820, 774, 827]
- ce-table-subheader: From: [705, 775, 744, 790]
- odisha-emblem-icon: [601, 691, 627, 717]
- rw-email: e-mail: eerwukt@gmail.com & eerwukt@ymail.com: [347, 662, 475, 668]
- fish2-closing: The proposals complete in all respects is to be submitted in a sealed envelope clearly mentioning on the top of it "Selection of A Media Consulting Agency for IEC Strategy And Creative Productions" must reach the undersigned through Speed Post / Registered Post or can be dropped in the tender box placed at Directorate of Fisheries, Odisha, Manguiabaga, Cuttack latest by 26.05.2023 upto 5.30 PM. The proposals received after the prescribed date and time shall not be considered and will be outrightly rejected. Subsequent corrigendum/addendum if required shall only be available in website indicated above. Further, the authority reserves the right to reject any/all proposals without assigning any reason thereof.: [240, 1352, 582, 1391]
- rw-detail-cell: Total No. of works: [249, 690, 294, 697]
- bal-label-cell: Commencement of work: [597, 1203, 750, 1213]
- section-name: ପୁରୀ: [820, 8, 865, 38]
- fish1-title: DIRECTORATE OF FISHERIES, ODISHA, CUTTACK: [304, 1058, 552, 1088]
- fish2-table-row: [241, 1325, 445, 1334]
- rambha-table-row: [241, 930, 582, 945]
- bal-table-row: [597, 1002, 936, 1018]
- rw-oipr: OIPR-25103/11/0001/2324: [239, 771, 306, 778]
- rw-table-header: Last date & time seeking tender clarification: [466, 720, 527, 744]
- rambha-table-header: EMD in Rs.: [500, 915, 530, 930]
- housing-body: No. PP-09: ସହରାଞ୍ଚଳ ବୃତ୍ତି ଯୋଜନା ଅଧୀନରେ ପୁରୀ ନଗରପାଳିକାରେ ଉପଲବ୍ଧ ଥିବା ଦୋକାନ ଘର ଆବଣ୍ଟନ ପାଇଁ ଅନଲାଇନ ଆବେଦନ ପତ୍ର ଆହ୍ୱାନ କରାଯାଇଥିଲା। ଆବେଦନ ଦାଖଲର ଶେଷ ତାରିଖ ୦୭.୦୬.୨୦୨୩ ପର୍ଯ୍ୟନ୍ତ ବୃଦ୍ଧି କରାଯାଇଛି। ଅଧିକ ବିବରଣୀ ପାଇଁ https://crafts.odisha.gov.in ୱେବସାଇଟ ଦେଖନ୍ତୁ।: [712, 431, 936, 458]
- date-bar: [0, 50, 945, 66]
- rw-table-cell: Online Tender/01/ RWD-UKT/2023-24: [320, 744, 378, 765]
- bmc-cancel-title: RFP CANCELLATION NOTICE: [746, 570, 902, 583]
- rambha-ad: [236, 790, 586, 1048]
- print-swatches-left: [60, 1484, 200, 1496]
- fish2-table-cell: 29.05.2023 at 3.30 PM: [374, 1325, 444, 1334]
- hanuman-body: କର୍ଣ୍ଣାଟକ ନିର୍ବାଚନ ପ୍ରଚାର ସମୟରେ ବଜରଙ୍ଗ ଦଳକୁ ନିଷେଧ କରିବା ଘୋଷଣାକୁ ବିରୋଧ କରି ହିନ୍ଦୁ ସଂଗଠନ ପକ୍ଷରୁ ହନୁମାନ ଚାଳିଶା ପାଠ କାର୍ଯ୍ୟକ୍ରମ ଆୟୋଜିତ ହୋଇଥିଲା। ସହରର ବିଭିନ୍ନ ମନ୍ଦିରରେ କର୍ମୀମାନେ ଏକାଠି ହୋଇ ହନୁମାନ ଚାଳିଶା ପାଠ କରିଥିଲେ। ଏହି ଅବସରରେ ବକ୍ତାମାନେ ସନାତନ ଧର୍ମ ରକ୍ଷା ପାଇଁ ସମସ୍ତଙ୍କୁ ଏକଜୁଟ ହେବାକୁ ଆହ୍ୱାନ ଦେଇଥିଲେ। କାର୍ଯ୍ୟକ୍ରମରେ ବହୁ ସଂଖ୍ୟାରେ କର୍ମୀ ଓ ଭକ୍ତ ଯୋଗ ଦେଇଥିଲେ।: [4, 1238, 234, 1275]
- housing-head: ଗୃହନିର୍ମାଣ, ସହରାଞ୍ଚଳ ଓ ନଗର ଉନ୍ନୟନ ବିଭାଗ, ଓଡ଼ିଶା ସରକାର: [731, 402, 917, 411]
- fish2-title: DIRECTORATE OF FISHERIES, ODISHA, CUTTACK: [304, 1170, 552, 1200]
- ce-table-colnum: 6: [835, 790, 874, 799]
- bmc-org: Bhubaneswar Municipal Corporation: [506, 402, 638, 427]
- bal-table-row: [597, 1145, 936, 1161]
- bal-value-cell: The information as provided in the Bid document of the water bodies are based on very preliminary studies, as such it is tentative and may change significantly in further course of studies and hence there may be substantial reduction of quantities mentioned in BOQ. Therefore, bidders should keep this in mind while quoting unit rate for various item of work.: [749, 1028, 935, 1071]
- fish2-table-row: [241, 1334, 445, 1343]
- bmc-cancel-no: Notice No.: 22569: [712, 562, 759, 569]
- bmc-cancel-ref: XXXXVI-(Project)-37/18: [793, 556, 855, 562]
- ce-table-header: Date & Time of opening of tender: [835, 760, 908, 775]
- fish2-table-cell: Technical Presentation: [262, 1334, 374, 1343]
- rw-detail-cell: As per TCN: [367, 710, 397, 717]
- bmc-cancel-oipr: OIPR-13002/11/0029/2324: [712, 622, 779, 629]
- rw-table-cell: 11.05.2023 at 11.00 A.M.: [378, 744, 422, 765]
- rw-detail-cell: :: [359, 703, 361, 710]
- bal-label-cell: Validity of offer: [597, 1161, 750, 1171]
- fish2-table-cell: 5.: [241, 1343, 263, 1352]
- bal-label-cell: Price Adjustment: [597, 1213, 750, 1223]
- rw-detail-cell: 4.: [239, 703, 244, 710]
- brownsugar-headline: ବ୍ରାଉନସୁଗାର ଜବତ: ଜଣେ ଗିରଫ: [546, 81, 645, 112]
- hanuman-headline: ମନ୍ତ୍ରୀଙ୍କୁ ବିରୋଧକରି ହନୁମାନ ଚାଳିଶା ପାଠ: [4, 1202, 220, 1217]
- rambha-body: No. C-279: Sealed quotations in plain paper stating the percentage rate based as detailed below are invited from any authorized/registered electrical agencies having experience in re-erection of LT lines, GST Clearance Certificate, valid Registration Certificate & PAN Card for shifting & re-erection of LT lines due to road widening of NAC Rambha includes all taxes etc. complete. The quotationer shall pay the cost of quotation paper as mentioned below in shape of Cash/Draft in favour of Executive Officer, NAC, Rambha and the EMD should be attached in shape of Demand Draft from any Nationalized Bank in favour of the Executive Officer, NAC, Rambha payable at Rambha along with the quotation document. The sealed quotations should reach to the undersigned from date 11.05.2023 at 7.00 A.M. to 20.05.2023 1.30 P.M. in official hour in each day (Except Govt. Holidays) & which will be opened on Date: 22.05.2023 at 10.00 A.M. at NAC Conference Hall by the undersigned. The Quotationer or their authorized person may present at the time of opening if the quotationer so whishes. The quotations received beyond the scheduled date & time shall not be taken into consideration. The authority reserves the right to reject any or all quotations without assigning any reason thereof.: [240, 848, 582, 913]
- rambha-table-cell: Shifting & re-erection of 11 KV Lane of 11kv mill feeder which is passing over welcome gate at Diandein chhack.: [258, 945, 411, 960]
- rw-detail-cell: Approx. Estimated Cost: [249, 697, 308, 704]
- fish2-table-cell: Opening of Technical Bid: [262, 1325, 374, 1334]
- bal-value-cell: 30 days reckoned from the date of issue of Work Order.: [749, 1070, 935, 1080]
- bmc-cancel-dated: Dated: 09.05.2023: [889, 562, 936, 569]
- bal-post: The tenders shall be submitted through Registered Post/Speed Post addressed to:- Executive Officer, Balangir Municipality, Balangir: [596, 1267, 936, 1276]
- ce-section: e-Procurement NOTICE: [721, 729, 811, 739]
- rambha-table-cell: 2: [241, 945, 258, 960]
- bal-label-cell: Cost of Tender document: [597, 1080, 750, 1103]
- bal-table-row: [597, 1070, 936, 1080]
- rw-table-header: Last Date & time of Opening of tender: [527, 720, 583, 744]
- ce-address: AT/PO- NAYABAZAR, CUTTACK -753004, Tel No. 0671-2444488, Email-serw_kpd@yahoo.com: [643, 716, 889, 722]
- rw-no: No. O-125: [556, 635, 583, 641]
- bal-table-row: [597, 1213, 936, 1223]
- registration-swatch: [78, 1490, 87, 1496]
- rw-detail-cell: 5.: [239, 710, 244, 717]
- bal-table-row: [597, 1018, 936, 1028]
- fish2-body: Fisheries & Animal Resources Development Department, Odisha intends to engage a media consulting agency for IEC strategy and creative productions for smooth operationalization of the IEC activities taken up by the two Directorates i.e. Directorate of Fisheries and Directorate of AH&VS under the F&ARD Deptt. Hence, Director of Fisheries, Odisha, Cuttack of Department of Fisheries & Animal Resources Development, Odisha invites sealed proposal from the eligible bidders having their office in Odisha for "media consulting agency for IEC strategy and creative productions" under the administrative control of Director of Fisheries, Odisha, Cuttack.: [240, 1240, 582, 1272]
- fish1-heading: Cancellation Notice: [364, 1108, 458, 1120]
- bal-label-cell: Employer/Owner: [597, 1018, 750, 1028]
- bmc-cancel-ad: [708, 516, 940, 668]
- rw-title: OFFICE OF THE EXECUTIVE ENGINEER, RURAL WORKS DIVISION-II, NABARANGPUR, UMERKOTE: [257, 644, 565, 662]
- bal-label-cell: Completion of Work: [597, 1070, 750, 1080]
- rambha-sign-row: [240, 963, 582, 970]
- fisheries-logo-icon: [243, 1059, 273, 1089]
- rambha-table-cell: Rs.66,420.00: [411, 945, 452, 960]
- bal-value-cell: Rs.600/-(Non-refundable) (Demand Draft from any scheduled bank should be in favor of Executive Officer, Balangir Municipality, payable at Balangir.: [749, 1080, 935, 1103]
- hanuman-dateline: ପୁରୀ ଅଫିସ, ୧୦।୫: [4, 1226, 50, 1233]
- rambha-table: [240, 915, 582, 961]
- rw-table-cell: 25.05.2023 at 11.00 A.M.: [527, 744, 583, 765]
- school-headline: ବାର୍ଷିକ ବିଦ୍ୟାଳୟ ସଂଯୋଗୋତ୍ସବ: [656, 86, 891, 107]
- woman-headline: ଠକେଇ ଅଭିଯୋଗରେ ମହିଳା: [4, 634, 209, 656]
- bmc-logo-icon: [479, 405, 503, 429]
- rambha-ref-row: [240, 827, 582, 834]
- rw-dated: Dated: 08.05.2023: [536, 668, 583, 675]
- registration-swatch: [423, 1490, 432, 1496]
- fish2-table-cell: Opening of Financial Bid: [262, 1343, 374, 1352]
- divider-top: [4, 386, 940, 387]
- fish2-table-cell: Last Date and Time for Submission of Bid: [262, 1316, 374, 1325]
